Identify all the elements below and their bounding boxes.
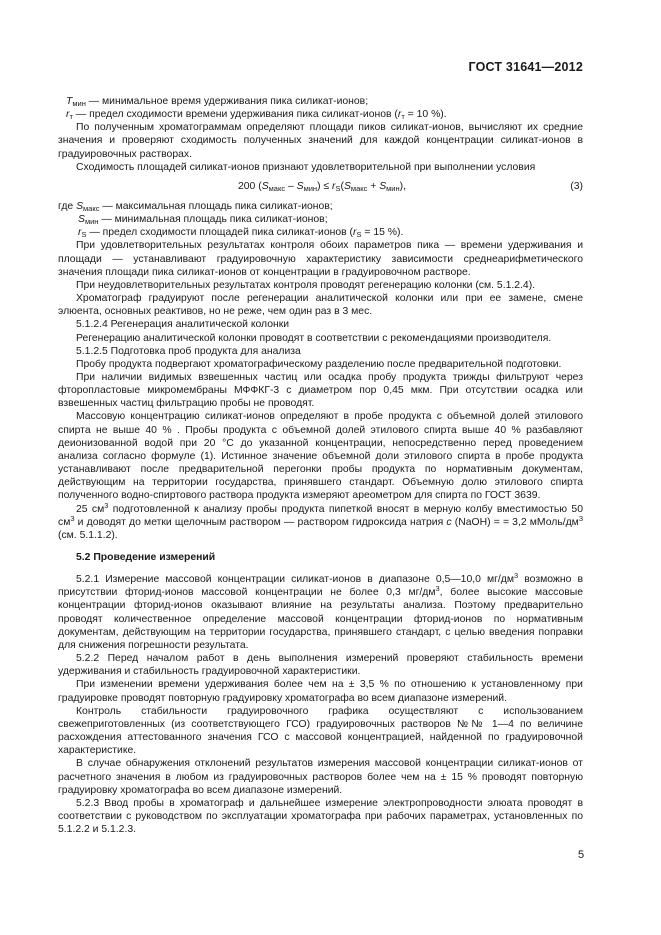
- page-number: 5: [578, 849, 585, 861]
- paragraph-deviation: В случае обнаружения отклонений результатов измерения массовой концентрации силикат-ионов от расчетного значения в любом из градуировочных растворов более чем на ± 15 % проводят повторную градуировку хроматографа во всем диапазоне измерений.: [58, 758, 583, 796]
- paragraph-recalibration: Хроматограф градуируют после регенерации аналитической колонки или при ее замене, смене элюента, основных реактивов, но не реже, чем один раз в 3 мес.: [58, 293, 583, 318]
- paragraph-regeneration: Регенерацию аналитической колонки проводят в соответствии с рекомендациями производителя.: [76, 332, 552, 344]
- equation-number: (3): [570, 180, 583, 192]
- subscript: мин: [72, 99, 86, 108]
- definition-t-min: [58, 95, 583, 108]
- text-run: 25 см: [76, 503, 105, 515]
- symbol: r: [397, 109, 402, 121]
- subscript: т: [69, 112, 73, 122]
- paragraph-ethanol-dilution: Массовую концентрацию силикат-ионов определяют в пробе продукта с объемной долей этилового спирта не выше 40 % . Пробы продукта с объемной долей этилового спирта выше 40 % разбавляют деионизованной водой при 20 °С до указанной концентрации, непосредственно перед проведением анализа согласно формуле (1). Истинное значение объемной доли этилового спирта в пробе продукта устанавливают после предварительной перегонки пробы продукта по нормативным документам, действующим на территории государства, принявшего стандарт. Объемную долю этилового спирта полученного водно-спиртового раствора продукта измеряют ареометром для спирта по ГОСТ 3639.: [58, 411, 583, 502]
- eq-symbol: S: [261, 180, 269, 192]
- eq-part: (: [340, 180, 344, 192]
- eq-symbol: r: [332, 180, 336, 192]
- eq-part: –: [285, 180, 297, 192]
- eq-part: +: [367, 180, 380, 192]
- page-content: [58, 95, 583, 836]
- eq-part: ) ≤: [317, 180, 333, 192]
- definition-text: — предел сходимости времени удерживания пика силикат-ионов (: [72, 109, 398, 121]
- definition-tail: = 10 %).: [404, 109, 447, 121]
- eq-subscript: мин: [386, 183, 400, 193]
- eq-symbol: S: [296, 180, 304, 192]
- symbol: r: [66, 109, 70, 121]
- text-run: , более высокие массовые концентрации фторид-ионов оказывают влияние на результаты анализа. Поэтому предварительно проводят количественное определение массовой концентрации фторид-ионов по нормативным документам, действующим на территории государства, принявшего стандарт, с целью введения поправки для снижения погрешности результата.: [58, 587, 583, 651]
- paragraph-5-2-3: 5.2.3 Ввод пробы в хроматограф и дальнейшее измерение электропроводности элюата проводят в соответствии с руководством по эксплуатации хроматографа при рабочих параметрах, установленных по 5.1.2.2 и 5.1.2.3.: [58, 797, 583, 836]
- paragraph-calibration-characteristic: При удовлетворительных результатах контроля обоих параметров пика — времени удерживания и площади — устанавливают градуировочную характеристику зависимости среднеарифметического значения площади пика силикат-ионов от концентрации в градуировочном растворе.: [58, 240, 583, 278]
- eq-subscript: макс: [268, 183, 286, 193]
- eq-part: ),: [399, 180, 406, 192]
- superscript: 3: [514, 571, 519, 581]
- text-run: 5.2.1 Измерение массовой концентрации силикат-ионов в диапазоне 0,5—10,0 мг/дм: [76, 574, 515, 586]
- definition-r-s: [58, 226, 583, 239]
- symbol: T: [66, 96, 73, 107]
- paragraph-5-2-1: [58, 573, 583, 652]
- definition-text: — минимальное время удерживания пика силикат-ионов;: [85, 96, 369, 107]
- paragraph-retention-change: При изменении времени удерживания более чем на ± 3,5 % по отношению к установленному при градуировке проводят повторную градуировку хроматографа во всем диапазоне измерений.: [58, 679, 583, 704]
- symbol: c: [446, 516, 452, 528]
- text-run: и доводят до метки щелочным раствором — раствором гидроксида натрия: [74, 516, 447, 528]
- text-run: возможно в присутствии фторид-ионов массовой концентрации не более 0,3 мг/дм: [58, 574, 583, 599]
- text-run: (NaOH) = = 3,2 мМоль/дм: [451, 516, 579, 528]
- definition-s-min: [58, 213, 583, 226]
- subscript: т: [401, 112, 405, 122]
- definition-tail: = 15 %).: [361, 227, 404, 239]
- superscript: 3: [70, 513, 75, 523]
- paragraph-sample-separation: Пробу продукта подвергают хроматографическому разделению после предварительной подготовки.: [76, 358, 562, 370]
- paragraph-filtration: При наличии видимых взвешенных частиц или осадка пробу продукта трижды фильтруют через фторопластовые микромембраны МФФКГ-3 с диаметром пор 0,45 мкм. При отсутствии осадка или взвешенных частиц фильтрацию пробы не проводят.: [58, 371, 583, 410]
- symbol: S: [78, 214, 85, 226]
- eq-symbol: S: [379, 180, 387, 192]
- eq-subscript: мин: [303, 183, 318, 193]
- definition-text: — минимальная площадь пика силикат-ионов;: [98, 214, 328, 226]
- section-title-5-2: 5.2 Проведение измерений: [76, 552, 216, 563]
- eq-subscript: макс: [350, 183, 368, 193]
- paragraph-unsatisfactory: При неудовлетворительных результатах контроля проводят регенерацию колонки (см. 5.1.2.4).: [76, 279, 536, 291]
- superscript: 3: [104, 500, 109, 510]
- eq-subscript: S: [335, 183, 341, 193]
- symbol: S: [76, 200, 83, 212]
- paragraph-areas: По полученным хроматограммам определяют площади пиков силикат-ионов, вычисляют их средние значения и проверяют сходимость полученных значений для каждой концентрации силикат-ионов в градуировочных растворах.: [58, 122, 583, 160]
- definition-text: — максимальная площадь пика силикат-ионов;: [99, 200, 333, 212]
- symbol: r: [353, 227, 357, 239]
- definition-s-max: [58, 200, 583, 213]
- subscript: мин: [84, 217, 99, 227]
- paragraph-5-2-2: 5.2.2 Перед началом работ в день выполнения измерений проверяют стабильность времени удерживания и стабильность градуировочной характеристики.: [58, 653, 583, 678]
- paragraph-25-cm3: [58, 500, 583, 542]
- text-run: (см. 5.1.1.2).: [58, 529, 118, 541]
- paragraph-stability-control: Контроль стабильности градуировочного графика осуществляют с использованием свежеприготовленных (из соответствующего ГСО) градуировочных растворов №№ 1—4 по величине расхождения аттестованного значения ГСО с массовой концентрацией, найденной по градуировочной характеристике.: [58, 705, 583, 757]
- definition-text: — предел сходимости площадей пика силикат-ионов (: [86, 227, 354, 239]
- superscript: 3: [435, 584, 440, 594]
- text-run: подготовленной к анализу пробы продукта пипеткой вносят в мерную колбу вместимостью 50 см: [58, 503, 583, 528]
- subscript: макс: [83, 203, 100, 213]
- symbol: r: [78, 227, 82, 239]
- definition-lead: где: [58, 200, 77, 212]
- equation-body: [238, 180, 406, 193]
- subsection-heading-5-1-2-4: 5.1.2.4 Регенерация аналитической колонки: [76, 319, 290, 331]
- definition-r-t: [58, 108, 583, 121]
- equation-3: [58, 179, 583, 195]
- eq-part: 200 (: [238, 180, 262, 192]
- subscript: S: [81, 230, 87, 240]
- paragraph-convergence: Сходимость площадей силикат-ионов признают удовлетворительной при выполнении условия: [76, 161, 536, 173]
- subscript: S: [356, 230, 362, 240]
- superscript: 3: [578, 513, 583, 523]
- subsection-heading-5-1-2-5: 5.1.2.5 Подготовка проб продукта для анализа: [76, 345, 301, 357]
- eq-symbol: S: [343, 180, 351, 192]
- document-header: ГОСТ 31641—2012: [468, 60, 583, 74]
